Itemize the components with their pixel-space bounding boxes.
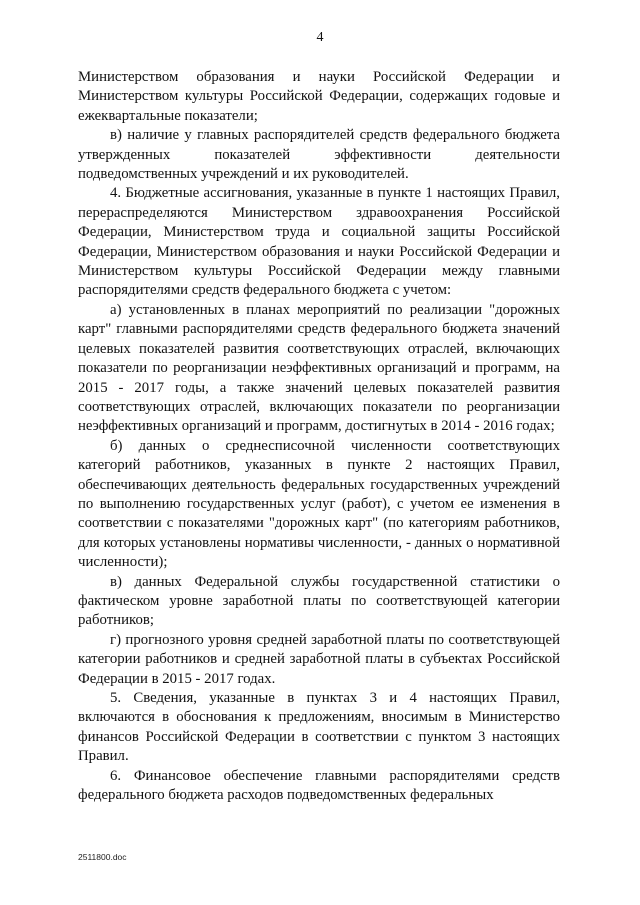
page-number: 4 bbox=[316, 30, 324, 45]
paragraph-4a: а) установленных в планах мероприятий по реализации "дорожных карт" главными распорядителями средств федерального бюджета значений целевых показателей развития соответствующих отраслей, включающих показатели по реорганизации неэффективных организаций и программ, на 2015 - 2017 годы, а также значений целевых показателей развития соответствующих отраслей, включающих показатели по реорганизации неэффективных организаций и программ, достигнутых в 2014 - 2016 годах; bbox=[78, 301, 560, 435]
footer-filename: 2511800.doc bbox=[78, 852, 127, 862]
paragraph-continuation: Министерством образования и науки Российской Федерации и Министерством культуры Российской Федерации, содержащих годовые и ежеквартальные показатели; bbox=[78, 69, 560, 124]
paragraph-4g: г) прогнозного уровня средней заработной платы по соответствующей категории работников и средней заработной платы в субъектах Российской Федерации в 2015 - 2017 годах. bbox=[78, 631, 560, 687]
paragraph-3v: в) наличие у главных распорядителей средств федерального бюджета утвержденных показателей эффективности деятельности подведомственных учреждений и их руководителей. bbox=[78, 127, 560, 183]
paragraph-6: 6. Финансовое обеспечение главными распорядителями средств федерального бюджета расходов подведомственных федеральных bbox=[78, 767, 560, 804]
paragraph-4: 4. Бюджетные ассигнования, указанные в пункте 1 настоящих Правил, перераспределяются Министерством здравоохранения Российской Федерации, Министерством труда и социальной защиты Российской Федерации, Министерством образования и науки Российской Федерации и Министерством культуры Российской Федерации между главными распорядителями средств федерального бюджета с учетом: bbox=[78, 185, 560, 299]
paragraph-4v: в) данных Федеральной службы государственной статистики о фактическом уровне заработной платы по соответствующей категории работников; bbox=[78, 573, 560, 629]
paragraph-5: 5. Сведения, указанные в пунктах 3 и 4 настоящих Правил, включаются в обоснования к предложениям, вносимым в Министерство финансов Российской Федерации в соответствии с пунктом 3 настоящих Правил. bbox=[78, 690, 560, 765]
paragraph-4b: б) данных о среднесписочной численности соответствующих категорий работников, указанных в пункте 2 настоящих Правил, обеспечивающих деятельность федеральных государственных учреждений по выполнению государственных услуг (работ), с учетом ее изменения в соответствии с показателями "дорожных карт" (по категориям работников, для которых установлены нормативы численности, - данных о нормативной численности); bbox=[78, 437, 560, 571]
document-body bbox=[78, 68, 560, 805]
